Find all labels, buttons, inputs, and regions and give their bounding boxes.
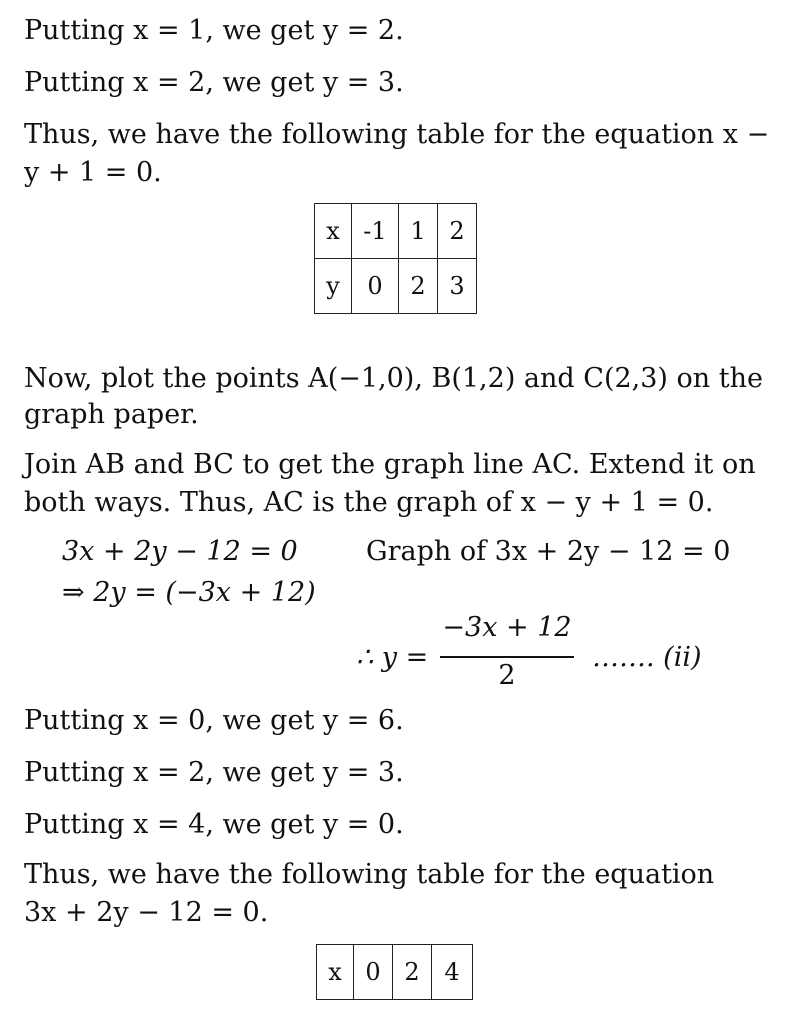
fraction-denominator: 2: [498, 660, 516, 691]
line-join-a: Join AB and BC to get the graph line AC. Extend it on: [24, 449, 756, 480]
line-plot-points-a: Now, plot the points A(−1,0), B(1,2) and C(2,3) on the: [24, 363, 763, 394]
table-cell: 2: [438, 204, 477, 259]
table-1: [314, 203, 477, 314]
table-cell: x: [317, 945, 354, 1000]
table-cell: 3: [438, 259, 477, 314]
line-putting-x0: Putting x = 0, we get y = 6.: [24, 705, 404, 736]
table-cell: 1: [399, 204, 438, 259]
line-plot-points-b: graph paper.: [24, 399, 199, 430]
equation-3-tag: ……. (ii): [592, 642, 702, 673]
table-cell: -1: [352, 204, 399, 259]
fraction-bar: [440, 656, 574, 658]
line-putting-x1: Putting x = 1, we get y = 2.: [24, 15, 404, 46]
line-table-intro-1b: y + 1 = 0.: [24, 157, 162, 188]
equation-1: 3x + 2y − 12 = 0: [62, 536, 298, 567]
table-cell: 2: [393, 945, 432, 1000]
table-cell: x: [315, 204, 352, 259]
table-cell: 0: [354, 945, 393, 1000]
line-table-intro-2a: Thus, we have the following table for the equation: [24, 859, 715, 890]
table-cell: 0: [352, 259, 399, 314]
table-2-row-x: [317, 945, 473, 1000]
table-cell: y: [315, 259, 352, 314]
table-1-row-x: [315, 204, 477, 259]
equation-3-lhs: ∴ y =: [356, 642, 429, 673]
table-cell: 2: [399, 259, 438, 314]
line-table-intro-2b: 3x + 2y − 12 = 0.: [24, 897, 269, 928]
line-table-intro-1a: Thus, we have the following table for the equation x −: [24, 119, 770, 150]
graph-of-heading: Graph of 3x + 2y − 12 = 0: [366, 536, 731, 567]
equation-2: ⇒ 2y = (−3x + 12): [62, 577, 316, 608]
line-putting-x2-b: Putting x = 2, we get y = 3.: [24, 757, 404, 788]
table-2: [316, 944, 473, 1000]
line-putting-x2: Putting x = 2, we get y = 3.: [24, 67, 404, 98]
line-putting-x4: Putting x = 4, we get y = 0.: [24, 809, 404, 840]
table-1-row-y: [315, 259, 477, 314]
table-cell: 4: [432, 945, 473, 1000]
line-join-b: both ways. Thus, AC is the graph of x − y + 1 = 0.: [24, 487, 714, 518]
fraction-numerator: −3x + 12: [442, 612, 572, 643]
